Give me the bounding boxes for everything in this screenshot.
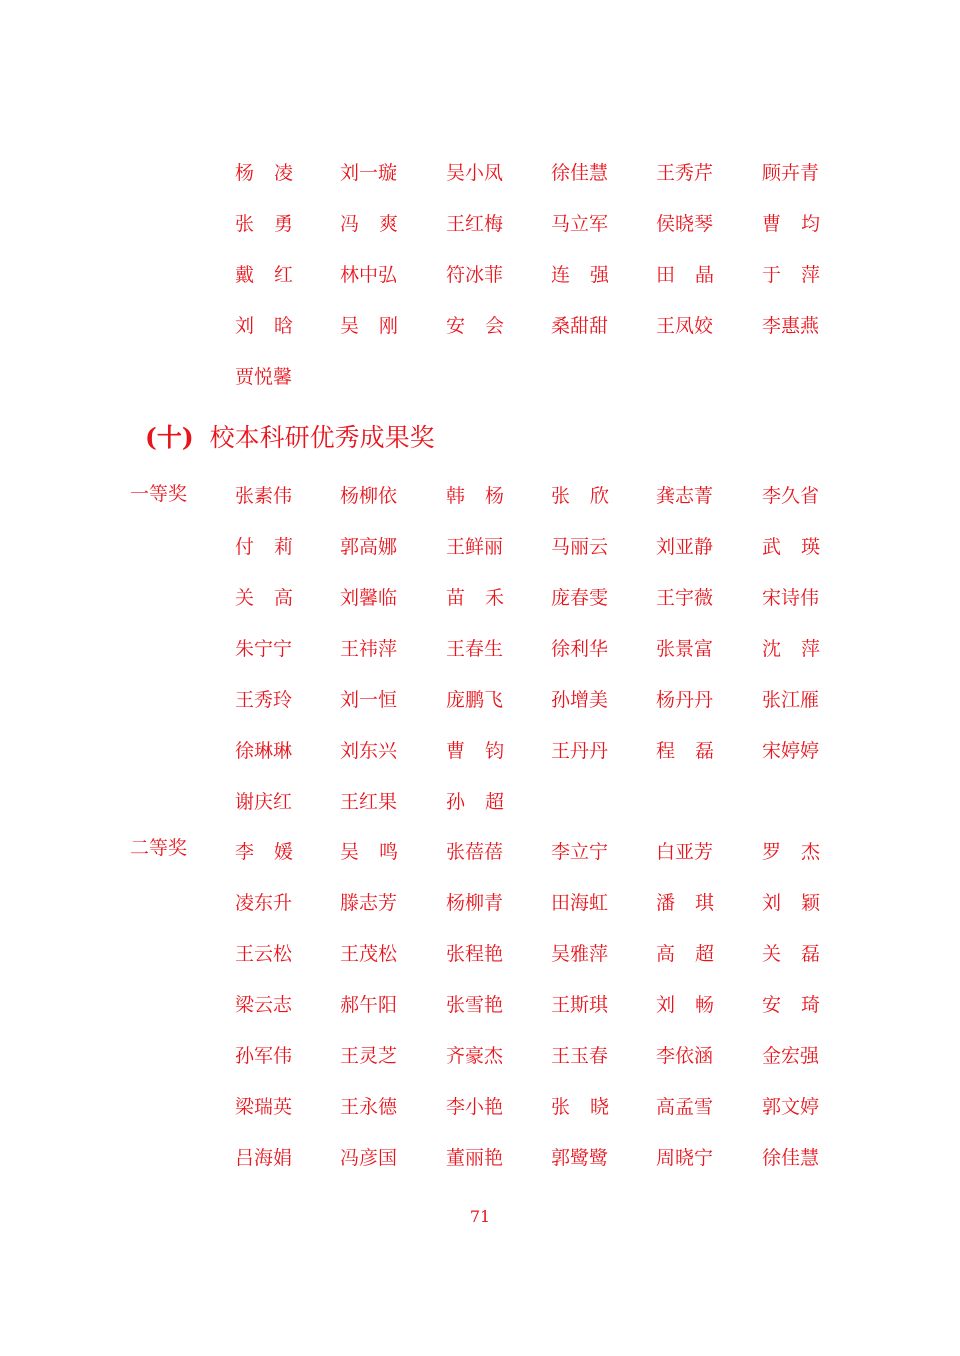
person-name: 王茂松	[340, 943, 398, 965]
person-name: 曹 钧	[446, 740, 504, 762]
name-row	[0, 260, 960, 290]
person-name: 王春生	[446, 638, 504, 660]
second-prize-label: 二等奖	[130, 837, 188, 859]
name-row	[0, 311, 960, 341]
section-number: (十)	[145, 423, 194, 452]
person-name: 关 磊	[762, 943, 820, 965]
person-name: 戴 红	[235, 264, 293, 286]
name-row	[0, 1143, 960, 1173]
person-name: 庞春雯	[551, 587, 609, 609]
person-name: 吴雅萍	[551, 943, 609, 965]
person-name: 王红果	[340, 791, 398, 813]
person-name: 徐佳慧	[762, 1147, 820, 1169]
person-name: 李惠燕	[762, 315, 820, 337]
person-name: 李立宁	[551, 841, 609, 863]
person-name: 于 萍	[762, 264, 820, 286]
person-name: 林中弘	[340, 264, 398, 286]
person-name: 潘 琪	[656, 892, 714, 914]
name-row	[0, 362, 960, 392]
person-name: 王斯琪	[551, 994, 609, 1016]
person-name: 马丽云	[551, 536, 609, 558]
person-name: 梁瑞英	[235, 1096, 293, 1118]
person-name: 杨柳依	[340, 485, 398, 507]
person-name: 高 超	[656, 943, 714, 965]
person-name: 杨柳青	[446, 892, 504, 914]
person-name: 韩 杨	[446, 485, 504, 507]
person-name: 冯彦国	[340, 1147, 398, 1169]
person-name: 滕志芳	[340, 892, 398, 914]
person-name: 刘馨临	[340, 587, 398, 609]
person-name: 齐豪杰	[446, 1045, 504, 1067]
person-name: 王秀芹	[656, 162, 714, 184]
person-name: 吴 刚	[340, 315, 398, 337]
person-name: 周晓宁	[656, 1147, 714, 1169]
person-name: 高孟雪	[656, 1096, 714, 1118]
person-name: 张 勇	[235, 213, 293, 235]
person-name: 徐利华	[551, 638, 609, 660]
name-row	[0, 583, 960, 613]
name-row	[0, 634, 960, 664]
person-name: 顾卉青	[762, 162, 820, 184]
person-name: 白亚芳	[656, 841, 714, 863]
person-name: 徐佳慧	[551, 162, 609, 184]
person-name: 张江雁	[762, 689, 820, 711]
person-name: 王红梅	[446, 213, 504, 235]
name-row	[0, 736, 960, 766]
person-name: 孙军伟	[235, 1045, 293, 1067]
person-name: 李依涵	[656, 1045, 714, 1067]
person-name: 曹 均	[762, 213, 820, 235]
person-name: 王丹丹	[551, 740, 609, 762]
person-name: 张 欣	[551, 485, 609, 507]
person-name: 符冰菲	[446, 264, 504, 286]
person-name: 郭鹭鹭	[551, 1147, 609, 1169]
person-name: 吴 鸣	[340, 841, 398, 863]
person-name: 凌东升	[235, 892, 293, 914]
name-row	[0, 939, 960, 969]
name-row	[0, 685, 960, 715]
person-name: 连 强	[551, 264, 609, 286]
person-name: 龚志菁	[656, 485, 714, 507]
person-name: 王云松	[235, 943, 293, 965]
name-row	[0, 888, 960, 918]
person-name: 宋诗伟	[762, 587, 820, 609]
person-name: 侯晓琴	[656, 213, 714, 235]
name-row	[0, 158, 960, 188]
name-row	[0, 990, 960, 1020]
person-name: 杨 凌	[235, 162, 293, 184]
person-name: 李 媛	[235, 841, 293, 863]
person-name: 刘 畅	[656, 994, 714, 1016]
person-name: 孙 超	[446, 791, 504, 813]
person-name: 安 会	[446, 315, 504, 337]
first-prize-label: 一等奖	[130, 483, 188, 505]
person-name: 庞鹏飞	[446, 689, 504, 711]
name-row	[0, 837, 960, 867]
person-name: 郭文婷	[762, 1096, 820, 1118]
name-row	[0, 1041, 960, 1071]
person-name: 桑甜甜	[551, 315, 609, 337]
person-name: 冯 爽	[340, 213, 398, 235]
person-name: 武 瑛	[762, 536, 820, 558]
name-row	[0, 209, 960, 239]
person-name: 王秀玲	[235, 689, 293, 711]
page-number: 71	[469, 1207, 491, 1226]
person-name: 苗 禾	[446, 587, 504, 609]
person-name: 梁云志	[235, 994, 293, 1016]
person-name: 王鲜丽	[446, 536, 504, 558]
person-name: 李久省	[762, 485, 820, 507]
person-name: 刘一恒	[340, 689, 398, 711]
person-name: 王永德	[340, 1096, 398, 1118]
person-name: 田海虹	[551, 892, 609, 914]
person-name: 安 琦	[762, 994, 820, 1016]
person-name: 田 晶	[656, 264, 714, 286]
person-name: 朱宁宁	[235, 638, 293, 660]
person-name: 马立军	[551, 213, 609, 235]
person-name: 程 磊	[656, 740, 714, 762]
section-heading	[145, 420, 435, 456]
person-name: 刘一璇	[340, 162, 398, 184]
section-title: 校本科研优秀成果奖	[209, 423, 435, 452]
person-name: 张雪艳	[446, 994, 504, 1016]
person-name: 吴小凤	[446, 162, 504, 184]
person-name: 罗 杰	[762, 841, 820, 863]
name-row	[0, 1092, 960, 1122]
person-name: 王祎萍	[340, 638, 398, 660]
person-name: 郭高娜	[340, 536, 398, 558]
person-name: 宋婷婷	[762, 740, 820, 762]
person-name: 孙增美	[551, 689, 609, 711]
person-name: 徐琳琳	[235, 740, 293, 762]
person-name: 沈 萍	[762, 638, 820, 660]
person-name: 张 晓	[551, 1096, 609, 1118]
person-name: 张景富	[656, 638, 714, 660]
person-name: 关 高	[235, 587, 293, 609]
person-name: 郝午阳	[340, 994, 398, 1016]
person-name: 张素伟	[235, 485, 293, 507]
name-row	[0, 481, 960, 511]
person-name: 贾悦馨	[235, 366, 293, 388]
person-name: 付 莉	[235, 536, 293, 558]
person-name: 吕海娟	[235, 1147, 293, 1169]
name-row	[0, 532, 960, 562]
person-name: 李小艳	[446, 1096, 504, 1118]
person-name: 董丽艳	[446, 1147, 504, 1169]
person-name: 刘东兴	[340, 740, 398, 762]
name-row	[0, 787, 960, 817]
person-name: 金宏强	[762, 1045, 820, 1067]
person-name: 张程艳	[446, 943, 504, 965]
person-name: 王宇薇	[656, 587, 714, 609]
person-name: 刘 颖	[762, 892, 820, 914]
person-name: 刘 晗	[235, 315, 293, 337]
person-name: 杨丹丹	[656, 689, 714, 711]
person-name: 王凤姣	[656, 315, 714, 337]
person-name: 王玉春	[551, 1045, 609, 1067]
person-name: 王灵芝	[340, 1045, 398, 1067]
person-name: 张蓓蓓	[446, 841, 504, 863]
person-name: 谢庆红	[235, 791, 293, 813]
person-name: 刘亚静	[656, 536, 714, 558]
